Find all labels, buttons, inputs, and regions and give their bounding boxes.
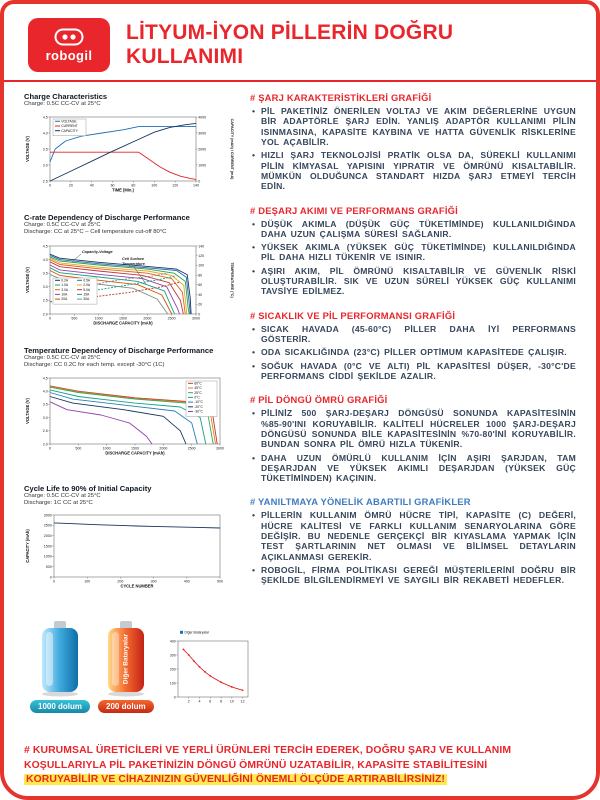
svg-text:4.5: 4.5	[42, 376, 48, 381]
page-title	[126, 21, 453, 68]
footer-line	[24, 759, 576, 774]
svg-text:2000: 2000	[143, 316, 152, 321]
chart-title: Cycle Life to 90% of Initial Capacity	[24, 483, 152, 493]
svg-text:30A: 30A	[83, 297, 90, 302]
svg-text:2.0: 2.0	[42, 312, 48, 317]
svg-text:2.5: 2.5	[42, 299, 48, 304]
cycle-life-chart	[24, 507, 234, 605]
section-temperature-performance	[250, 310, 576, 382]
svg-text:100: 100	[151, 183, 158, 188]
svg-text:TIME (Min.): TIME (Min.)	[112, 187, 134, 193]
temperature-discharge-chart	[24, 370, 234, 472]
chart-subtitle: Charge: 0.5C CC-CV at 25°C	[24, 492, 101, 499]
footer-note	[24, 744, 576, 788]
chart-title: C-rate Dependency of Discharge Performance	[24, 212, 190, 222]
battery-robogil	[30, 617, 90, 713]
svg-text:200: 200	[117, 579, 124, 584]
robogil-emblem-icon	[54, 28, 84, 46]
svg-text:140: 140	[198, 244, 205, 249]
bullet-item: • PİLİNİZ 500 ŞARJ-DEŞARJ DÖNGÜSÜ SONUNDA KAPASİTESİNİN %85-90'INI KORUYABİLİR. KALİTELİ HÜCRELER 1000 ŞARJ-DEŞARJ DÖNGÜSÜ SONUNDA BİLE KAPASİTESİNİN %70-80'İNİ KORUYABİLİR. BUNDAN SONRA PİL ÖMRÜ HIZLA TÜKENİR.	[261, 408, 576, 449]
svg-text:3.5: 3.5	[42, 271, 48, 276]
svg-text:VOLTAGE (V): VOLTAGE (V)	[25, 267, 30, 294]
svg-text:0: 0	[49, 446, 51, 451]
chart-block-charge-characteristics	[24, 92, 238, 209]
bullet-list	[250, 324, 576, 382]
mini-chart-wrap	[162, 628, 254, 713]
bullet-item: • ROBOGİL, FİRMA POLİTİKASI GEREĞİ MÜŞTERİLERİNİ DOĞRU BİR ŞEKİLDE BİLGİLENDİRMEYİ VE SAYGILI BİR REKABETİ HEDEFLER.	[261, 565, 576, 586]
section-heading: # YANILTMAYA YÖNELİK ABARTILI GRAFİKLER	[250, 496, 471, 508]
svg-text:300: 300	[169, 653, 176, 658]
page-title-line2: KULLANIMI	[126, 45, 244, 68]
svg-text:500: 500	[71, 316, 78, 321]
svg-text:1000: 1000	[94, 316, 103, 321]
svg-text:4.0: 4.0	[42, 258, 48, 263]
battery-life-mini-chart	[162, 629, 254, 713]
svg-text:Diğer Bataryalar: Diğer Bataryalar	[184, 630, 209, 635]
dolum-badge-left: 1000 dolum	[30, 700, 90, 713]
charts-column	[24, 92, 245, 738]
section-heading: # PİL DÖNGÜ ÖMRÜ GRAFİĞİ	[250, 394, 388, 406]
svg-text:3000: 3000	[216, 446, 224, 451]
svg-text:500: 500	[217, 579, 223, 584]
svg-text:CAPACITY (mAh) / CURRENT (mA): CAPACITY (mAh) / CURRENT (mA)	[230, 118, 234, 180]
section-heading: # ŞARJ KARAKTERİSTİKLERİ GRAFİĞİ	[250, 92, 432, 103]
svg-text:80: 80	[198, 273, 203, 278]
bullet-item: • ODA SICAKLIĞINDA (23°C) PİLLER OPTİMUM KAPASİTEDE ÇALIŞIR.	[261, 347, 576, 357]
battery-other	[98, 617, 154, 713]
svg-text:20A: 20A	[61, 297, 68, 302]
svg-text:2500: 2500	[187, 446, 196, 451]
footer-text: # KURUMSAL ÜRETİCİLERİ VE YERLİ ÜRÜNLERİ TERCİH EDEREK, DOĞRU ŞARJ VE KULLANIM	[24, 745, 512, 757]
svg-text:2.5: 2.5	[42, 429, 48, 434]
svg-text:120: 120	[198, 254, 205, 259]
other-batteries-side-label: Diğer Bataryalar	[122, 634, 130, 685]
svg-text:2000: 2000	[198, 147, 207, 152]
section-charge-characteristics	[250, 92, 576, 192]
bullet-item: • SOĞUK HAVADA (0°C VE ALTI) PİL KAPASİTESİ DÜŞER, -30°C'DE PERFORMANS CİDDİ ŞEKİLDE AZALIR.	[261, 361, 576, 382]
footer-line	[24, 744, 576, 759]
svg-text:100: 100	[198, 264, 205, 269]
svg-text:15A: 15A	[83, 292, 90, 297]
svg-text:3.0: 3.0	[42, 415, 48, 420]
crate-discharge-chart	[24, 236, 234, 342]
bullet-list	[250, 408, 576, 483]
svg-text:20: 20	[68, 183, 73, 188]
bullet-item: • SICAK HAVADA (45-60°C) PİLLER DAHA İYİ PERFORMANS GÖSTERİR.	[261, 324, 576, 345]
svg-text:0: 0	[49, 183, 51, 188]
svg-text:1000: 1000	[102, 446, 111, 451]
content	[24, 92, 576, 738]
svg-text:3.0: 3.0	[42, 285, 48, 290]
svg-text:-20°C: -20°C	[194, 404, 203, 409]
svg-text:0: 0	[49, 316, 51, 321]
svg-text:3.0A: 3.0A	[61, 288, 69, 293]
svg-text:25°C: 25°C	[194, 390, 202, 395]
svg-text:2500: 2500	[43, 524, 52, 529]
svg-text:1.0A: 1.0A	[61, 283, 69, 288]
svg-text:60°C: 60°C	[194, 381, 202, 386]
bullet-item: • AŞIRI AKIM, PİL ÖMRÜNÜ KISALTABİLİR VE GÜVENLİK RİSKİ OLUŞTURABİLİR. SIK VE UZUN SÜRELİ YÜKSEK GÜÇ KULLANIMI TAVSİYE EDİLMEZ.	[261, 266, 576, 297]
svg-text:0: 0	[53, 579, 55, 584]
svg-text:VOLTAGE: VOLTAGE	[61, 119, 77, 124]
svg-text:100: 100	[84, 579, 91, 584]
svg-text:2000: 2000	[43, 534, 52, 539]
svg-text:3000: 3000	[43, 513, 52, 518]
svg-text:3.0: 3.0	[42, 163, 48, 168]
bullet-item: • YÜKSEK AKIMLA (YÜKSEK GÜÇ TÜKETİMİNDE) KULLANILDIĞINDA PİL DAHA HIZLI TÜKENİR VE ISINIR.	[261, 242, 576, 263]
section-cycle-life	[250, 394, 576, 483]
svg-text:4.5: 4.5	[42, 244, 48, 249]
svg-text:200: 200	[169, 667, 176, 672]
charge-characteristics-chart	[24, 109, 234, 209]
chart-title: Charge Characteristics	[24, 92, 108, 101]
bullet-list	[250, 219, 576, 297]
chart-subtitle: Charge: 0.5C CC-CV at 25°C	[24, 101, 101, 107]
svg-text:-30°C: -30°C	[194, 409, 203, 414]
chart-subtitle: Charge: 0.5C CC-CV at 25°C	[24, 221, 101, 228]
footer-text-highlighted: KORUYABİLİR VE CİHAZINIZIN GÜVENLİĞİNİ ÖNEMLİ ÖLÇÜDE ARTIRABİLİRSİNİZ!	[26, 774, 445, 786]
svg-text:120: 120	[172, 183, 179, 188]
svg-text:80: 80	[131, 183, 136, 188]
svg-text:300: 300	[150, 579, 157, 584]
svg-text:20: 20	[198, 302, 203, 307]
svg-text:500: 500	[45, 565, 52, 570]
svg-text:TEMPERATURE (°C): TEMPERATURE (°C)	[230, 262, 234, 299]
svg-text:1500: 1500	[43, 544, 52, 549]
svg-text:60: 60	[110, 183, 115, 188]
chart-title: Temperature Dependency of Discharge Performance	[24, 346, 214, 356]
svg-text:4.5: 4.5	[42, 115, 48, 120]
section-heading: # DEŞARJ AKIMI VE PERFORMANS GRAFİĞİ	[250, 204, 458, 216]
svg-text:Capacity-Voltage: Capacity-Voltage	[82, 250, 113, 255]
svg-text:5.0A: 5.0A	[83, 288, 91, 293]
svg-text:CAPACITY: CAPACITY	[61, 128, 78, 133]
svg-text:4.0: 4.0	[42, 131, 48, 136]
bullet-list	[250, 510, 576, 585]
blue-battery-illustration	[37, 617, 83, 697]
svg-text:4.0: 4.0	[42, 389, 48, 394]
section-discharge-current	[250, 205, 576, 297]
header	[24, 16, 576, 80]
svg-text:Temperature: Temperature	[122, 262, 145, 267]
svg-text:CAPACITY (mAh): CAPACITY (mAh)	[25, 529, 30, 564]
bullet-item: • PİL PAKETİNİZ ÖNERİLEN VOLTAJ VE AKIM DEĞERLERİNE UYGUN BİR ADAPTÖRLE ŞARJ EDİN. YANLIŞ ADAPTÖR KULLANIMI PİLİN ISINMASINA, KAPASİTE KAYBINA VE HATTA GÜVENLİK RİSKLERİNE YOL AÇABİLİR.	[261, 106, 576, 147]
svg-text:3000: 3000	[192, 316, 200, 321]
svg-text:45°C: 45°C	[194, 386, 202, 391]
chart-block-temperature-discharge	[24, 346, 238, 472]
svg-text:CYCLE NUMBER: CYCLE NUMBER	[120, 583, 154, 589]
svg-text:DISCHARGE CAPACITY (mAh): DISCHARGE CAPACITY (mAh)	[93, 320, 153, 326]
chart-block-crate-discharge	[24, 213, 238, 343]
svg-text:140: 140	[193, 183, 199, 188]
svg-text:1000: 1000	[198, 163, 207, 168]
red-battery-illustration	[103, 617, 149, 697]
bullet-list	[250, 106, 576, 192]
svg-text:1500: 1500	[119, 316, 127, 321]
svg-text:2.0: 2.0	[42, 442, 48, 447]
svg-text:10A: 10A	[61, 292, 68, 297]
svg-text:2.5: 2.5	[42, 179, 48, 184]
svg-text:12: 12	[240, 699, 245, 704]
section-heading: # SICAKLIK VE PİL PERFORMANSI GRAFİĞİ	[250, 309, 456, 321]
svg-text:3.5: 3.5	[42, 147, 48, 152]
svg-text:40: 40	[198, 293, 203, 298]
svg-text:3000: 3000	[198, 131, 207, 136]
svg-text:0: 0	[198, 312, 201, 317]
dolum-badge-right: 200 dolum	[98, 700, 154, 713]
svg-text:2000: 2000	[159, 446, 168, 451]
svg-text:60: 60	[198, 283, 203, 288]
bullet-item: • DAHA UZUN ÖMÜRLÜ KULLANIM İÇİN AŞIRI ŞARJDAN, TAM DEŞARJDAN VE YÜKSEK AKIMLI DEŞARJDAN (YÜKSEK GÜÇ TÜKETİMİNDEN) KAÇININ.	[261, 453, 576, 484]
chart-subtitle: Discharge: 1C CC at 25°C	[24, 499, 93, 506]
footer-line	[24, 773, 576, 788]
battery-comparison	[24, 617, 245, 713]
svg-text:0: 0	[198, 179, 201, 184]
svg-text:-10°C: -10°C	[194, 400, 203, 405]
chart-subtitle: Discharge: CC 0.2C for each temp. except -30°C (1C)	[24, 362, 165, 369]
chart-subtitle: Discharge: CC at 25°C – Cell temperature cut-off 80°C	[24, 228, 167, 235]
svg-text:Cell Surface: Cell Surface	[122, 257, 144, 262]
svg-text:4000: 4000	[198, 115, 207, 120]
text-column	[250, 92, 576, 738]
bullet-item: • PİLLERİN KULLANIM ÖMRÜ HÜCRE TİPİ, KAPASİTE (C) DEĞERİ, HÜCRE KALİTESİ VE FARKLI KULLANIM SENARYOLARINA GÖRE DEĞİŞİR. BU NEDENLE GERÇEKÇİ BİR KIYASLAMA YAPMAK İÇİN TEST ŞARTLARININ NET OLMASI VE BİLİMSEL DETAYLARIN AÇIKLANMASI GEREKİR.	[261, 510, 576, 562]
svg-text:100: 100	[169, 681, 176, 686]
svg-text:2.0A: 2.0A	[83, 283, 91, 288]
svg-text:0.2A: 0.2A	[61, 278, 69, 283]
chart-subtitle: Charge: 0.5C CC-CV at 25°C	[24, 355, 101, 362]
svg-text:1500: 1500	[131, 446, 139, 451]
svg-text:0: 0	[173, 695, 176, 700]
section-misleading-graphs	[250, 496, 576, 585]
svg-text:CURRENT: CURRENT	[61, 123, 78, 128]
page-title-line1: LİTYUM-İYON PİLLERİN DOĞRU	[126, 21, 454, 45]
svg-text:400: 400	[183, 579, 190, 584]
svg-text:10: 10	[229, 699, 234, 704]
svg-text:0: 0	[49, 575, 52, 580]
svg-text:1000: 1000	[43, 555, 52, 560]
bullet-item: • DÜŞÜK AKIMLA (DÜŞÜK GÜÇ TÜKETİMİNDE) KULLANILDIĞINDA DAHA UZUN ÇALIŞMA SÜRESİ SAĞLANIR.	[261, 219, 576, 240]
svg-text:8: 8	[219, 699, 222, 704]
chart-block-cycle-life	[24, 484, 238, 606]
svg-text:2500: 2500	[167, 316, 176, 321]
svg-text:0.5A: 0.5A	[83, 278, 91, 283]
svg-text:VOLTAGE (V): VOLTAGE (V)	[25, 135, 30, 162]
svg-text:2: 2	[187, 699, 190, 704]
footer-text: KOŞULLARIYLA PİL PAKETİNİZİN DÖNGÜ ÖMRÜNÜ UZATABİLİR, KAPASİTE STABİLİTESİNİ	[24, 759, 488, 771]
svg-text:40: 40	[89, 183, 94, 188]
svg-text:500: 500	[75, 446, 82, 451]
robogil-logo	[28, 18, 110, 72]
bullet-item: • HIZLI ŞARJ TEKNOLOJİSİ PRATİK OLSA DA, SÜREKLİ KULLANIMI PİLİN KİMYASAL YAPISINI YIPRATIR VE ÖMRÜNÜ KISALTABİLİR. MÜMKÜN OLDUĞUNCA STANDART HIZDA ŞARJ ETMEYİ TERCİH EDİN.	[261, 150, 576, 191]
header-divider	[4, 80, 596, 82]
logo-wordmark: robogil	[45, 47, 93, 63]
svg-text:4: 4	[198, 699, 201, 704]
svg-text:0°C: 0°C	[194, 395, 200, 400]
svg-text:3.5: 3.5	[42, 402, 48, 407]
svg-text:DISCHARGE CAPACITY (mAh): DISCHARGE CAPACITY (mAh)	[105, 450, 165, 456]
svg-text:400: 400	[169, 639, 176, 644]
svg-text:6: 6	[208, 699, 211, 704]
svg-text:VOLTAGE (V): VOLTAGE (V)	[25, 398, 30, 424]
